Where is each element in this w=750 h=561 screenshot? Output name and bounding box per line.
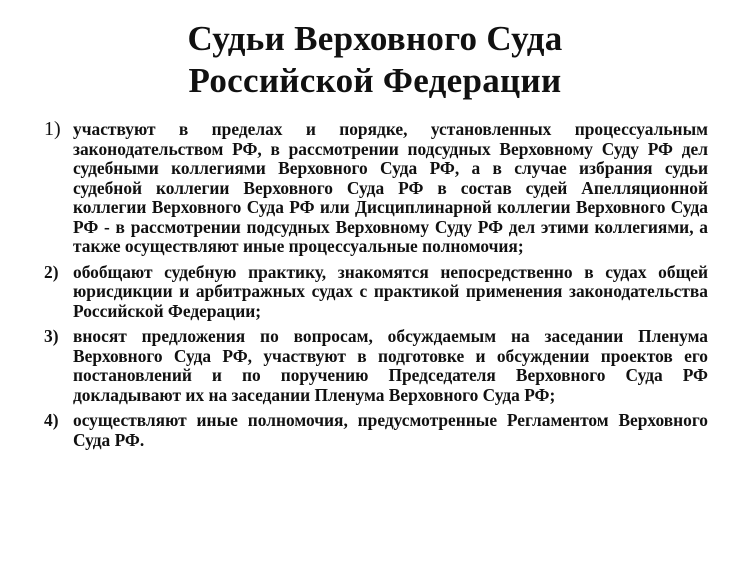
title-line-1: Судьи Верховного Суда <box>187 19 563 58</box>
list-item <box>44 411 708 450</box>
item-number: 3) <box>44 326 59 346</box>
title-line-2: Российской Федерации <box>188 61 562 100</box>
item-number: 4) <box>44 410 59 430</box>
list-item <box>44 327 708 405</box>
list-item <box>44 120 708 257</box>
item-text: обобщают судебную практику, знакомятся непосредственно в судах общей юрисдикции и арбитражных судах с практикой применения законодательства Российской Федерации; <box>73 261 708 321</box>
item-text: вносят предложения по вопросам, обсуждаемым на заседании Пленума Верховного Суда РФ, участвуют в подготовке и обсуждении проектов его постановлений и по поручению Председателя Верховного Суда РФ докладывают их на заседании Пленума Верховного Суда РФ; <box>73 326 708 405</box>
slide-title <box>0 18 750 102</box>
powers-list <box>44 120 708 456</box>
list-item <box>44 263 708 322</box>
item-text: участвуют в пределах и порядке, установленных процессуальным законодательством РФ, в рассмотрении подсудных Верховному Суду РФ дел судебными коллегиями Верховного Суда РФ, а в случае избрания судьи судебной коллегии Верховного Суда РФ в состав судей Апелляционной коллегии Верховного Суда РФ или Дисциплинарной коллегии Верховного Суда РФ - в рассмотрении подсудных Верховному Суду РФ дел этими коллегиями, а также осуществляют иные процессуальные полномочия; <box>73 119 708 256</box>
item-number: 1) <box>44 118 61 140</box>
item-text: осуществляют иные полномочия, предусмотренные Регламентом Верховного Суда РФ. <box>73 410 708 450</box>
item-number: 2) <box>44 261 59 282</box>
